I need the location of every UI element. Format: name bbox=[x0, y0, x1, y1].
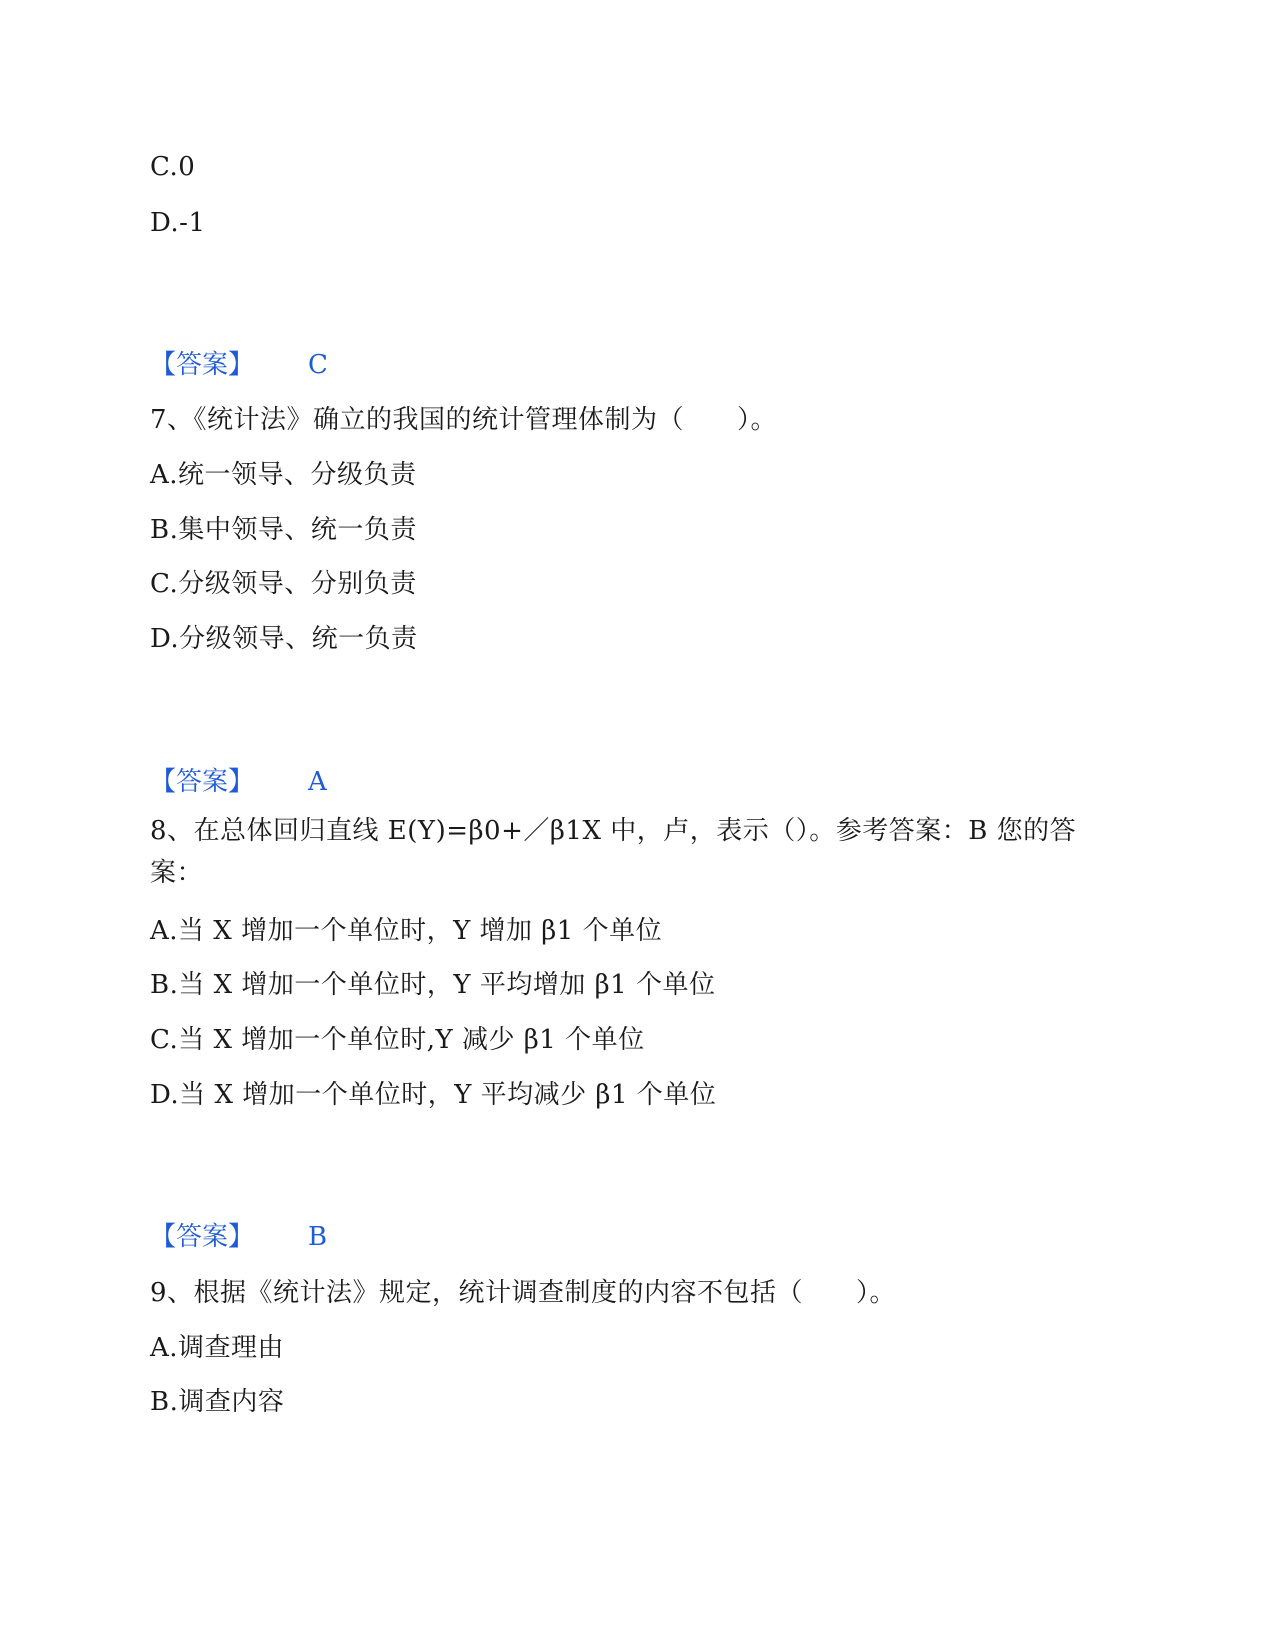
q7-answer bbox=[150, 767, 327, 797]
q9-option-b: B.调查内容 bbox=[150, 1387, 285, 1417]
q7-option-c: C.分级领导、分别负责 bbox=[150, 569, 417, 599]
q6-answer bbox=[150, 350, 328, 380]
answer-label: 【答案】 bbox=[150, 767, 255, 797]
q8-option-a: A.当 X 增加一个单位时，Y 增加 β1 个单位 bbox=[150, 916, 663, 946]
q9-option-a: A.调查理由 bbox=[150, 1333, 285, 1363]
answer-label: 【答案】 bbox=[150, 1222, 255, 1252]
q8-option-d: D.当 X 增加一个单位时，Y 平均减少 β1 个单位 bbox=[150, 1080, 717, 1110]
q8-option-b: B.当 X 增加一个单位时，Y 平均增加 β1 个单位 bbox=[150, 970, 716, 1000]
answer-label: 【答案】 bbox=[150, 350, 255, 380]
q8-option-c: C.当 X 增加一个单位时,Y 减少 β1 个单位 bbox=[150, 1025, 645, 1055]
q7-stem: 7、《统计法》确立的我国的统计管理体制为（ ）。 bbox=[150, 405, 778, 435]
q6-option-d: D.-1 bbox=[150, 208, 206, 238]
answer-value: A bbox=[308, 767, 327, 797]
q8-answer bbox=[150, 1222, 327, 1252]
q6-option-c: C.0 bbox=[150, 152, 196, 182]
q7-option-d: D.分级领导、统一负责 bbox=[150, 624, 418, 654]
q9-stem: 9、根据《统计法》规定，统计调查制度的内容不包括（ ）。 bbox=[150, 1278, 897, 1308]
answer-value: B bbox=[308, 1222, 328, 1252]
answer-value: C bbox=[308, 350, 328, 380]
q7-option-b: B.集中领导、统一负责 bbox=[150, 515, 417, 545]
q8-stem: 8、在总体回归直线 E(Y)=β0+／β1X 中，卢，表示（）。参考答案：B 您的答案： bbox=[150, 816, 1077, 888]
q7-option-a: A.统一领导、分级负责 bbox=[150, 460, 417, 490]
